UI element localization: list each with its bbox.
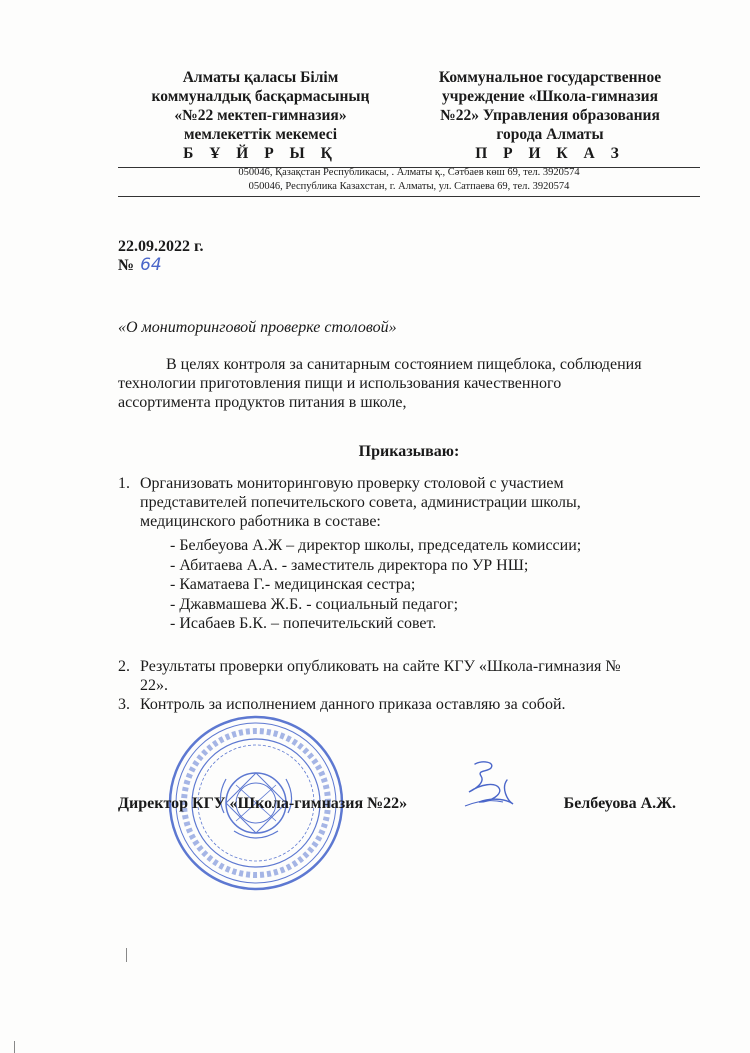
preamble-line: В целях контроля за санитарным состоянием пищеблока, соблюдения <box>166 356 642 373</box>
signature-title: Директор КГУ «Школа-гимназия №22» <box>118 795 408 812</box>
item-line: Результаты проверки опубликовать на сайте КГУ «Школа-гимназия № <box>140 658 621 675</box>
order-item <box>118 695 700 714</box>
number-handwritten: 64 <box>140 255 162 275</box>
member-item: - Исабаев Б.К. – попечительский совет. <box>170 614 581 634</box>
number-label: № <box>118 257 135 274</box>
member-item: - Белбеуова А.Ж – директор школы, председатель комиссии; <box>170 536 581 556</box>
header-kz-line: мемлекеттік мекемесі <box>183 126 337 143</box>
header-kazakh-block <box>118 68 403 163</box>
commission-members-list <box>170 536 581 634</box>
item-line: 22». <box>140 677 168 694</box>
header-divider-bottom <box>118 196 700 197</box>
signature-line <box>118 794 676 813</box>
doc-type-kz: Б Ұ Й Р Ы Қ <box>183 145 338 162</box>
item-number: 2. <box>118 658 130 675</box>
member-item: - Джавмашева Ж.Б. - социальный педагог; <box>170 595 581 615</box>
scan-mark <box>126 948 127 962</box>
header-ru-line: города Алматы <box>496 126 604 143</box>
header-ru-line: №22» Управления образования <box>440 107 660 124</box>
header-kz-line: «№22 мектеп-гимназия» <box>174 107 347 124</box>
item-number: 1. <box>118 475 130 492</box>
item-line: Контроль за исполнением данного приказа оставляю за собой. <box>140 696 566 713</box>
header-ru-line: учреждение «Школа-гимназия <box>442 88 658 105</box>
order-number <box>118 256 162 275</box>
header-kz-line: коммуналдық басқармасының <box>151 88 370 105</box>
order-heading: Приказываю: <box>358 443 460 460</box>
member-item: - Каматаева Г.- медицинская сестра; <box>170 575 581 595</box>
item-line: Организовать мониторинговую проверку столовой с участием <box>140 475 564 492</box>
address-kazakh: 050046, Қазақстан Республикасы, . Алматы қ., Сәтбаев көш 69, тел. 3920574 <box>238 167 580 178</box>
item-number: 3. <box>118 696 130 713</box>
item-line: представителей попечительского совета, администрации школы, <box>140 494 581 511</box>
signature-name: Белбеуова А.Ж. <box>563 795 676 812</box>
order-subject: «О мониторинговой проверке столовой» <box>118 319 397 336</box>
scan-mark <box>14 1041 15 1053</box>
address-russian: 050046, Республика Казахстан, г. Алматы, ул. Сатпаева 69, тел. 3920574 <box>248 181 570 192</box>
order-item <box>118 474 700 531</box>
doc-type-ru: П Р И К А З <box>475 145 625 162</box>
order-date: 22.09.2022 г. <box>118 238 204 255</box>
preamble-line: технологии приготовления пищи и использования качественного <box>118 375 562 392</box>
order-item <box>118 657 700 695</box>
header-kz-line: Алматы қаласы Білім <box>182 69 339 86</box>
member-item: - Абитаева А.А. - заместитель директора по УР НШ; <box>170 556 581 576</box>
item-line: медицинского работника в составе: <box>140 513 381 530</box>
header-russian-block <box>400 68 700 163</box>
header-ru-line: Коммунальное государственное <box>438 69 662 86</box>
preamble <box>118 355 700 412</box>
preamble-line: ассортимента продуктов питания в школе, <box>118 394 407 411</box>
